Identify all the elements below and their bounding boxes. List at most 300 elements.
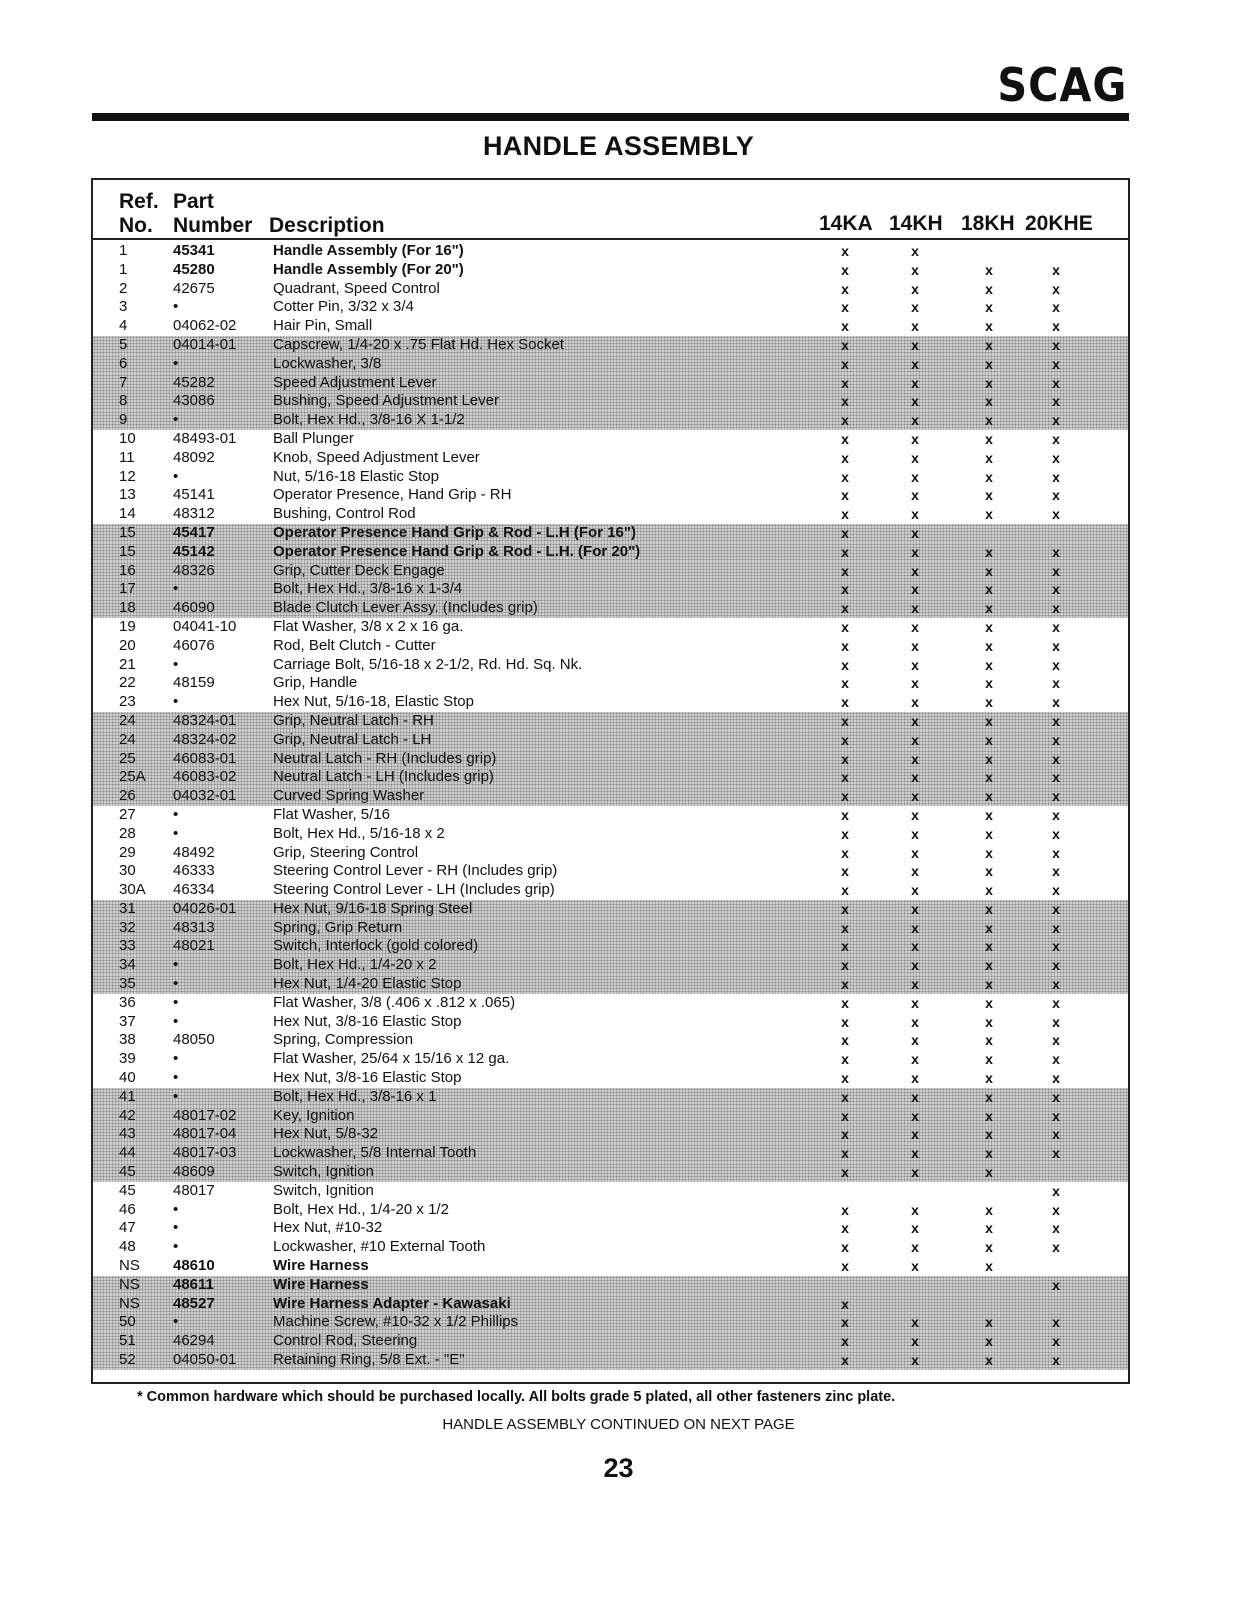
- part-number: 48017-02: [173, 1106, 237, 1124]
- table-row: [93, 562, 1128, 581]
- model-fit-mark: x: [911, 919, 919, 936]
- model-fit-mark: x: [985, 299, 993, 316]
- model-fit-mark: x: [911, 468, 919, 485]
- ref-no: 8: [119, 392, 128, 410]
- model-fit-mark: x: [1052, 562, 1060, 579]
- model-fit-mark: x: [911, 1013, 919, 1030]
- model-fit-mark: x: [911, 1239, 919, 1256]
- model-fit-mark: x: [841, 1013, 849, 1030]
- ref-no: 19: [119, 617, 136, 635]
- model-fit-mark: x: [985, 581, 993, 598]
- model-fit-mark: x: [841, 261, 849, 278]
- model-fit-mark: x: [841, 1201, 849, 1218]
- model-fit-mark: x: [911, 1126, 919, 1143]
- model-fit-mark: x: [911, 1314, 919, 1331]
- table-row: [93, 468, 1128, 487]
- part-description: Key, Ignition: [273, 1106, 355, 1124]
- part-description: Wire Harness: [273, 1257, 369, 1275]
- model-fit-mark: x: [911, 900, 919, 917]
- model-fit-mark: x: [841, 957, 849, 974]
- model-fit-mark: x: [985, 336, 993, 353]
- model-fit-mark: x: [985, 1314, 993, 1331]
- part-number: 46334: [173, 881, 215, 899]
- table-row: [93, 1163, 1128, 1182]
- model-fit-mark: x: [841, 1239, 849, 1256]
- page-title: HANDLE ASSEMBLY: [482, 131, 755, 161]
- part-number: •: [173, 1012, 179, 1030]
- model-fit-mark: x: [985, 618, 993, 635]
- model-fit-mark: x: [841, 1295, 849, 1312]
- model-fit-mark: x: [911, 487, 919, 504]
- part-number: 48312: [173, 505, 215, 523]
- model-fit-mark: x: [1052, 788, 1060, 805]
- part-description: Bushing, Control Rod: [273, 505, 416, 523]
- part-description: Bolt, Hex Hd., 3/8-16 x 1: [273, 1087, 437, 1105]
- ref-no: 1: [119, 242, 128, 259]
- model-fit-mark: x: [841, 1032, 849, 1049]
- part-number: •: [173, 1219, 179, 1237]
- model-fit-mark: x: [1052, 1070, 1060, 1087]
- part-number: 48492: [173, 843, 215, 861]
- model-fit-mark: x: [985, 280, 993, 297]
- table-row: [93, 731, 1128, 750]
- table-row: [93, 862, 1128, 881]
- table-row: [93, 486, 1128, 505]
- model-fit-mark: x: [911, 243, 919, 259]
- part-description: Flat Washer, 5/16: [273, 805, 390, 823]
- part-number: •: [173, 298, 179, 316]
- model-fit-mark: x: [841, 524, 849, 541]
- model-fit-mark: x: [1052, 412, 1060, 429]
- table-row: [93, 1351, 1128, 1370]
- header-model-14kh: 14KH: [889, 212, 943, 235]
- part-description: Flat Washer, 3/8 x 2 x 16 ga.: [273, 617, 464, 635]
- part-number: 46076: [173, 636, 215, 654]
- part-number: 48609: [173, 1163, 215, 1181]
- model-fit-mark: x: [841, 487, 849, 504]
- model-fit-mark: x: [985, 806, 993, 823]
- model-fit-mark: x: [841, 430, 849, 447]
- model-fit-mark: x: [985, 656, 993, 673]
- model-fit-mark: x: [1052, 581, 1060, 598]
- model-fit-mark: x: [1052, 976, 1060, 993]
- model-fit-mark: x: [985, 1258, 993, 1275]
- model-fit-mark: x: [1052, 825, 1060, 842]
- model-fit-mark: x: [1052, 1314, 1060, 1331]
- model-fit-mark: x: [911, 1107, 919, 1124]
- ref-no: NS: [119, 1257, 140, 1275]
- model-fit-mark: x: [841, 1088, 849, 1105]
- model-fit-mark: x: [841, 694, 849, 711]
- model-fit-mark: x: [911, 336, 919, 353]
- model-fit-mark: x: [985, 261, 993, 278]
- model-fit-mark: x: [985, 1088, 993, 1105]
- model-fit-mark: x: [841, 1333, 849, 1350]
- ref-no: 13: [119, 486, 136, 504]
- part-number: 45282: [173, 373, 215, 391]
- part-description: Nut, 5/16-18 Elastic Stop: [273, 467, 439, 485]
- part-description: Spring, Compression: [273, 1031, 414, 1049]
- ref-no: NS: [119, 1294, 140, 1312]
- model-fit-mark: x: [841, 243, 849, 259]
- part-description: Bolt, Hex Hd., 3/8-16 X 1-1/2: [273, 411, 465, 429]
- table-row: [93, 806, 1128, 825]
- table-row: [93, 994, 1128, 1013]
- model-fit-mark: x: [1052, 261, 1060, 278]
- table-row: [93, 1088, 1128, 1107]
- table-row: [93, 881, 1128, 900]
- table-row: [93, 1031, 1128, 1050]
- model-fit-mark: x: [841, 336, 849, 353]
- model-fit-mark: x: [985, 506, 993, 523]
- ref-no: 23: [119, 693, 136, 711]
- header-part-line2: Number: [173, 214, 253, 237]
- model-fit-mark: x: [985, 1333, 993, 1350]
- table-row: [93, 1313, 1128, 1332]
- part-description: Hex Nut, #10-32: [273, 1219, 383, 1237]
- model-fit-mark: x: [911, 524, 919, 541]
- table-row: [93, 1050, 1128, 1069]
- model-fit-mark: x: [911, 355, 919, 372]
- model-fit-mark: x: [1052, 449, 1060, 466]
- ref-no: 47: [119, 1219, 136, 1237]
- model-fit-mark: x: [985, 882, 993, 899]
- model-fit-mark: x: [911, 393, 919, 410]
- part-number: 48092: [173, 448, 215, 466]
- model-fit-mark: x: [841, 769, 849, 786]
- ref-no: 24: [119, 711, 136, 729]
- model-fit-mark: x: [985, 1201, 993, 1218]
- model-fit-mark: x: [1052, 882, 1060, 899]
- part-number: 04032-01: [173, 787, 237, 805]
- brand-logo: SCAG: [997, 58, 1127, 112]
- table-row: [93, 374, 1128, 393]
- part-description: Bolt, Hex Hd., 1/4-20 x 1/2: [273, 1200, 449, 1218]
- model-fit-mark: x: [911, 1201, 919, 1218]
- table-row: [93, 900, 1128, 919]
- model-fit-mark: x: [985, 788, 993, 805]
- part-number: 45280: [173, 260, 215, 278]
- part-description: Capscrew, 1/4-20 x .75 Flat Hd. Hex Socket: [273, 335, 564, 353]
- part-description: Machine Screw, #10-32 x 1/2 Phillips: [273, 1313, 519, 1331]
- part-description: Wire Harness Adapter - Kawasaki: [273, 1294, 511, 1312]
- header-description: Description: [269, 214, 385, 237]
- ref-no: 29: [119, 843, 136, 861]
- part-number: 48527: [173, 1294, 215, 1312]
- ref-no: 3: [119, 298, 128, 316]
- model-fit-mark: x: [841, 562, 849, 579]
- part-description: Rod, Belt Clutch - Cutter: [273, 636, 436, 654]
- model-fit-mark: x: [911, 694, 919, 711]
- model-fit-mark: x: [1052, 1107, 1060, 1124]
- part-description: Wire Harness: [273, 1275, 369, 1293]
- table-row: [93, 1107, 1128, 1126]
- part-description: Hex Nut, 5/8-32: [273, 1125, 379, 1143]
- model-fit-mark: x: [911, 675, 919, 692]
- part-description: Bolt, Hex Hd., 3/8-16 x 1-3/4: [273, 580, 463, 598]
- model-fit-mark: x: [1052, 487, 1060, 504]
- model-fit-mark: x: [911, 938, 919, 955]
- ref-no: NS: [119, 1275, 140, 1293]
- model-fit-mark: x: [985, 1145, 993, 1162]
- table-row: [93, 449, 1128, 468]
- ref-no: 30A: [119, 881, 146, 899]
- ref-no: 25A: [119, 768, 146, 786]
- model-fit-mark: x: [1052, 994, 1060, 1011]
- model-fit-mark: x: [985, 1352, 993, 1369]
- part-number: •: [173, 1238, 179, 1256]
- model-fit-mark: x: [985, 957, 993, 974]
- model-fit-mark: x: [841, 393, 849, 410]
- model-fit-mark: x: [841, 863, 849, 880]
- part-number: •: [173, 467, 179, 485]
- ref-no: 17: [119, 580, 136, 598]
- ref-no: 50: [119, 1313, 136, 1331]
- part-description: Operator Presence, Hand Grip - RH: [273, 486, 512, 504]
- part-number: 48017: [173, 1181, 215, 1199]
- ref-no: 26: [119, 787, 136, 805]
- model-fit-mark: x: [911, 1352, 919, 1369]
- ref-no: 32: [119, 918, 136, 936]
- header-ref-line2: No.: [119, 214, 153, 237]
- model-fit-mark: x: [841, 600, 849, 617]
- part-description: Bushing, Speed Adjustment Lever: [273, 392, 499, 410]
- ref-no: 34: [119, 956, 136, 974]
- model-fit-mark: x: [1052, 806, 1060, 823]
- part-description: Hex Nut, 3/8-16 Elastic Stop: [273, 1012, 462, 1030]
- model-fit-mark: x: [985, 1013, 993, 1030]
- ref-no: 10: [119, 429, 136, 447]
- part-number: 46294: [173, 1332, 215, 1350]
- part-description: Grip, Steering Control: [273, 843, 419, 861]
- model-fit-mark: x: [985, 994, 993, 1011]
- part-number: •: [173, 975, 179, 993]
- part-description: Spring, Grip Return: [273, 918, 403, 936]
- model-fit-mark: x: [985, 318, 993, 335]
- model-fit-mark: x: [911, 261, 919, 278]
- model-fit-mark: x: [985, 694, 993, 711]
- part-number: •: [173, 1313, 179, 1331]
- part-description: Hex Nut, 9/16-18 Spring Steel: [273, 899, 473, 917]
- model-fit-mark: x: [985, 1051, 993, 1068]
- model-fit-mark: x: [911, 600, 919, 617]
- table-row: [93, 543, 1128, 562]
- part-description: Hex Nut, 1/4-20 Elastic Stop: [273, 975, 462, 993]
- table-row: [93, 524, 1128, 543]
- model-fit-mark: x: [841, 1145, 849, 1162]
- model-fit-mark: x: [1052, 1239, 1060, 1256]
- part-description: Curved Spring Washer: [273, 787, 425, 805]
- part-description: Lockwasher, 5/8 Internal Tooth: [273, 1144, 477, 1162]
- part-number: •: [173, 1087, 179, 1105]
- model-fit-mark: x: [1052, 618, 1060, 635]
- model-fit-mark: x: [911, 750, 919, 767]
- model-fit-mark: x: [985, 844, 993, 861]
- model-fit-mark: x: [911, 1088, 919, 1105]
- part-number: 48017-03: [173, 1144, 237, 1162]
- model-fit-mark: x: [841, 355, 849, 372]
- model-fit-mark: x: [1052, 430, 1060, 447]
- part-description: Switch, Interlock (gold colored): [273, 937, 479, 955]
- part-number: 46083-01: [173, 749, 237, 767]
- model-fit-mark: x: [1052, 506, 1060, 523]
- model-fit-mark: x: [911, 731, 919, 748]
- ref-no: 22: [119, 674, 136, 692]
- model-fit-mark: x: [1052, 1276, 1060, 1293]
- model-fit-mark: x: [911, 1258, 919, 1275]
- model-fit-mark: x: [841, 712, 849, 729]
- part-description: Blade Clutch Lever Assy. (Includes grip): [273, 599, 538, 617]
- table-row: [93, 919, 1128, 938]
- table-row: [93, 768, 1128, 787]
- part-description: Handle Assembly (For 20"): [273, 260, 464, 278]
- model-fit-mark: x: [841, 280, 849, 297]
- part-number: •: [173, 580, 179, 598]
- ref-no: 20: [119, 636, 136, 654]
- model-fit-mark: x: [985, 449, 993, 466]
- ref-no: 24: [119, 730, 136, 748]
- model-fit-mark: x: [985, 1032, 993, 1049]
- model-fit-mark: x: [911, 656, 919, 673]
- part-number: 04062-02: [173, 317, 237, 335]
- model-fit-mark: x: [985, 712, 993, 729]
- table-row: [93, 1295, 1128, 1314]
- part-number: 48324-01: [173, 711, 237, 729]
- part-number: •: [173, 411, 179, 429]
- parts-table: [91, 178, 1130, 1384]
- model-fit-mark: x: [985, 750, 993, 767]
- part-description: Switch, Ignition: [273, 1163, 374, 1181]
- ref-no: 1: [119, 260, 128, 278]
- ref-no: 38: [119, 1031, 136, 1049]
- ref-no: 15: [119, 542, 136, 560]
- model-fit-mark: x: [1052, 1145, 1060, 1162]
- ref-no: 37: [119, 1012, 136, 1030]
- table-row: [93, 656, 1128, 675]
- table-row: [93, 261, 1128, 280]
- ref-no: 36: [119, 993, 136, 1011]
- model-fit-mark: x: [985, 1070, 993, 1087]
- model-fit-mark: x: [911, 543, 919, 560]
- part-description: Bolt, Hex Hd., 5/16-18 x 2: [273, 824, 445, 842]
- part-number: 48313: [173, 918, 215, 936]
- model-fit-mark: x: [1052, 1032, 1060, 1049]
- model-fit-mark: x: [841, 506, 849, 523]
- model-fit-mark: x: [911, 844, 919, 861]
- model-fit-mark: x: [841, 976, 849, 993]
- table-row: [93, 1069, 1128, 1088]
- part-description: Control Rod, Steering: [273, 1332, 418, 1350]
- table-row: [93, 787, 1128, 806]
- ref-no: 39: [119, 1050, 136, 1068]
- model-fit-mark: x: [841, 1220, 849, 1237]
- part-number: 04050-01: [173, 1351, 237, 1369]
- ref-no: 27: [119, 805, 136, 823]
- model-fit-mark: x: [985, 976, 993, 993]
- model-fit-mark: x: [841, 1352, 849, 1369]
- ref-no: 21: [119, 655, 136, 673]
- model-fit-mark: x: [985, 487, 993, 504]
- table-row: [93, 1257, 1128, 1276]
- table-row: [93, 1013, 1128, 1032]
- part-number: •: [173, 1200, 179, 1218]
- table-row: [93, 975, 1128, 994]
- table-header: [93, 180, 1128, 240]
- part-number: •: [173, 354, 179, 372]
- ref-no: 41: [119, 1087, 136, 1105]
- header-model-20khe: 20KHE: [1025, 212, 1093, 235]
- model-fit-mark: x: [841, 618, 849, 635]
- model-fit-mark: x: [841, 543, 849, 560]
- model-fit-mark: x: [985, 919, 993, 936]
- part-number: 04014-01: [173, 335, 237, 353]
- ref-no: 12: [119, 467, 136, 485]
- model-fit-mark: x: [911, 412, 919, 429]
- part-number: 45417: [173, 523, 215, 541]
- model-fit-mark: x: [1052, 468, 1060, 485]
- table-row: [93, 298, 1128, 317]
- model-fit-mark: x: [985, 825, 993, 842]
- part-description: Neutral Latch - RH (Includes grip): [273, 749, 497, 767]
- part-number: •: [173, 956, 179, 974]
- model-fit-mark: x: [911, 1164, 919, 1181]
- table-row: [93, 1125, 1128, 1144]
- part-description: Hex Nut, 3/8-16 Elastic Stop: [273, 1069, 462, 1087]
- part-description: Grip, Cutter Deck Engage: [273, 561, 445, 579]
- model-fit-mark: x: [985, 1220, 993, 1237]
- model-fit-mark: x: [841, 731, 849, 748]
- ref-no: 16: [119, 561, 136, 579]
- model-fit-mark: x: [1052, 600, 1060, 617]
- model-fit-mark: x: [985, 562, 993, 579]
- model-fit-mark: x: [841, 1164, 849, 1181]
- model-fit-mark: x: [985, 938, 993, 955]
- ref-no: 48: [119, 1238, 136, 1256]
- model-fit-mark: x: [985, 1126, 993, 1143]
- part-description: Handle Assembly (For 16"): [273, 242, 464, 259]
- table-row: [93, 637, 1128, 656]
- model-fit-mark: x: [911, 562, 919, 579]
- table-row: [93, 336, 1128, 355]
- model-fit-mark: x: [911, 280, 919, 297]
- model-fit-mark: x: [1052, 656, 1060, 673]
- model-fit-mark: x: [1052, 1182, 1060, 1199]
- model-fit-mark: x: [1052, 863, 1060, 880]
- model-fit-mark: x: [1052, 280, 1060, 297]
- model-fit-mark: x: [985, 637, 993, 654]
- table-row: [93, 280, 1128, 299]
- model-fit-mark: x: [841, 675, 849, 692]
- ref-no: 15: [119, 523, 136, 541]
- part-description: Hair Pin, Small: [273, 317, 373, 335]
- model-fit-mark: x: [1052, 299, 1060, 316]
- part-number: 46090: [173, 599, 215, 617]
- model-fit-mark: x: [1052, 1352, 1060, 1369]
- model-fit-mark: x: [985, 468, 993, 485]
- ref-no: 35: [119, 975, 136, 993]
- table-row: [93, 411, 1128, 430]
- model-fit-mark: x: [985, 430, 993, 447]
- model-fit-mark: x: [985, 355, 993, 372]
- header-ref-line1: Ref.: [119, 190, 159, 213]
- part-description: Quadrant, Speed Control: [273, 279, 440, 297]
- part-number: 48159: [173, 674, 215, 692]
- model-fit-mark: x: [985, 374, 993, 391]
- ref-no: 52: [119, 1351, 136, 1369]
- part-number: •: [173, 993, 179, 1011]
- ref-no: 6: [119, 354, 128, 372]
- table-row: [93, 242, 1128, 261]
